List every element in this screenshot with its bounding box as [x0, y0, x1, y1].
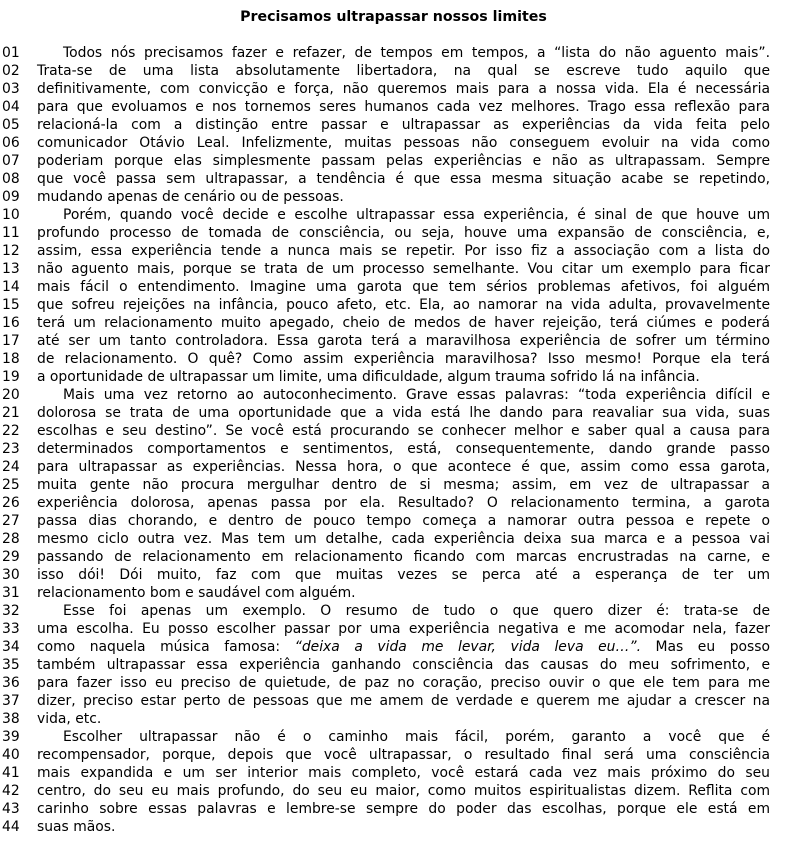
- line-number: 23: [2, 441, 20, 457]
- text-line: [0, 728, 787, 746]
- line-number: 32: [2, 603, 20, 619]
- line-text: que sofreu rejeições na infância, pouco afeto, etc. Ela, ao namorar na vida adulta, provavelmente: [37, 297, 770, 313]
- line-text: mesmo ciclo outra vez. Mas tem um detalhe, cada experiência deixa sua marca e a pessoa vai: [37, 531, 770, 547]
- line-number: 41: [2, 765, 20, 781]
- line-number: 24: [2, 459, 20, 475]
- line-text: assim, essa experiência tende a nunca mais se repetir. Por isso fiz a associação com a lista do: [37, 243, 770, 259]
- text-line: [0, 530, 787, 548]
- text-line: [0, 764, 787, 782]
- text-line: [0, 404, 787, 422]
- document-title: Precisamos ultrapassar nossos limites: [240, 9, 547, 25]
- line-text: comunicador Otávio Leal. Infelizmente, muitas pessoas não conseguem evoluir na vida como: [37, 135, 770, 151]
- line-number: 14: [2, 279, 20, 295]
- line-text: Mais uma vez retorno ao autoconhecimento. Grave essas palavras: “toda experiência difícil e: [63, 387, 770, 403]
- line-number: 35: [2, 657, 20, 673]
- line-number: 19: [2, 369, 20, 385]
- text-line: [0, 350, 787, 368]
- line-text: escolhas e seu destino”. Se você está procurando se conhecer melhor e saber qual a causa para: [37, 423, 770, 439]
- text-line: [0, 116, 787, 134]
- line-text: não aguento mais, porque se trata de um processo semelhante. Vou citar um exemplo para ficar: [37, 261, 770, 277]
- song-quote: “deixa a vida me levar, vida leva eu…”.: [294, 639, 641, 655]
- line-text: determinados comportamentos e sentimentos, está, consequentemente, dando grande passo: [37, 441, 770, 457]
- line-text: uma escolha. Eu posso escolher passar por uma experiência negativa e me acomodar nela, fazer: [37, 621, 770, 637]
- line-text: também ultrapassar essa experiência ganhando consciência das causas do meu sofrimento, e: [37, 657, 770, 673]
- text-line: [0, 566, 787, 584]
- text-line: [0, 512, 787, 530]
- line-number: 34: [2, 639, 20, 655]
- line-text: mais fácil o entendimento. Imagine uma garota que tem sérios problemas afetivos, foi alguém: [37, 279, 770, 295]
- line-text: carinho sobre essas palavras e lembre-se sempre do poder das escolhas, porque ele está em: [37, 801, 770, 817]
- text-line: [0, 440, 787, 458]
- line-text: relacioná-la com a distinção entre passar e ultrapassar as experiências da vida feita pelo: [37, 117, 770, 133]
- text-line: [0, 98, 787, 116]
- line-number: 26: [2, 495, 20, 511]
- text-line: [0, 278, 787, 296]
- line-number: 22: [2, 423, 20, 439]
- text-line: [0, 674, 787, 692]
- line-number: 31: [2, 585, 20, 601]
- line-text: relacionamento bom e saudável com alguém.: [37, 585, 356, 601]
- line-number: 40: [2, 747, 20, 763]
- text-line: [0, 260, 787, 278]
- line-text: para que evoluamos e nos tornemos seres humanos cada vez melhores. Trago essa reflexão para: [37, 99, 770, 115]
- line-text: vida, etc.: [37, 711, 102, 727]
- line-number: 33: [2, 621, 20, 637]
- text-line: [0, 476, 787, 494]
- text-line: [0, 332, 787, 350]
- line-number: 11: [2, 225, 20, 241]
- text-line: [0, 62, 787, 80]
- line-text: Todos nós precisamos fazer e refazer, de tempos em tempos, a “lista do não aguento mais”.: [63, 45, 770, 61]
- text-line: [0, 242, 787, 260]
- text-line: [0, 584, 787, 602]
- line-number: 15: [2, 297, 20, 313]
- line-text: terá um relacionamento muito apegado, cheio de medos de haver rejeição, terá ciúmes e poderá: [37, 315, 770, 331]
- line-text: Porém, quando você decide e escolhe ultrapassar essa experiência, é sinal de que houve um: [63, 207, 770, 223]
- line-number: 36: [2, 675, 20, 691]
- line-number: 01: [2, 45, 20, 61]
- line-number: 12: [2, 243, 20, 259]
- line-text: para ultrapassar as experiências. Nessa hora, o que acontece é que, assim como essa garota,: [37, 459, 770, 475]
- text-line: [0, 44, 787, 62]
- line-text: profundo processo de tomada de consciência, ou seja, houve uma expansão de consciência, e,: [37, 225, 770, 241]
- text-line: [0, 692, 787, 710]
- text-line: [0, 548, 787, 566]
- line-number: 37: [2, 693, 20, 709]
- line-text: passa dias chorando, e dentro de pouco tempo começa a namorar outra pessoa e repete o: [37, 513, 770, 529]
- line-text: a oportunidade de ultrapassar um limite, uma dificuldade, algum trauma sofrido lá na infância.: [37, 369, 700, 385]
- line-text: dizer, preciso estar perto de pessoas que me amem de verdade e querem me ajudar a crescer na: [37, 693, 770, 709]
- text-line: [0, 800, 787, 818]
- line-number: 17: [2, 333, 20, 349]
- line-text: centro, do seu eu mais profundo, do seu eu maior, como muitos espiritualistas dizem. Reflita com: [37, 783, 770, 799]
- text-line: [0, 368, 787, 386]
- line-number: 05: [2, 117, 20, 133]
- line-text: Esse foi apenas um exemplo. O resumo de tudo o que quero dizer é: trata-se de: [63, 603, 770, 619]
- line-text: mais expandida e um ser interior mais completo, você estará cada vez mais próximo do seu: [37, 765, 770, 781]
- text-line: [0, 80, 787, 98]
- line-number: 09: [2, 189, 20, 205]
- text-line: [0, 296, 787, 314]
- line-number: 10: [2, 207, 20, 223]
- text-line: [0, 314, 787, 332]
- line-text: passando de relacionamento em relacionamento ficando com marcas encrustradas na carne, e: [37, 549, 770, 565]
- line-text: experiência dolorosa, apenas passa por ela. Resultado? O relacionamento termina, a garota: [37, 495, 770, 511]
- line-number: 13: [2, 261, 20, 277]
- text-line: [0, 224, 787, 242]
- line-text: Trata-se de uma lista absolutamente libertadora, na qual se escreve tudo aquilo que: [37, 63, 770, 79]
- text-line: [0, 656, 787, 674]
- line-number: 03: [2, 81, 20, 97]
- line-number: 27: [2, 513, 20, 529]
- line-text: mudando apenas de cenário ou de pessoas.: [37, 189, 344, 205]
- line-number: 20: [2, 387, 20, 403]
- line-number: 43: [2, 801, 20, 817]
- line-text: de relacionamento. O quê? Como assim experiência maravilhosa? Isso mesmo! Porque ela terá: [37, 351, 770, 367]
- line-number: 30: [2, 567, 20, 583]
- line-text: recompensador, porque, depois que você ultrapassar, o resultado final será uma consciência: [37, 747, 770, 763]
- line-text: para fazer isso eu preciso de quietude, de paz no coração, preciso ouvir o que ele tem para me: [37, 675, 770, 691]
- line-number: 42: [2, 783, 20, 799]
- text-line: [0, 782, 787, 800]
- line-text: Escolher ultrapassar não é o caminho mais fácil, porém, garanto a você que é: [63, 729, 770, 745]
- line-text: muita gente não procura mergulhar dentro de si mesma; assim, em vez de ultrapassar a: [37, 477, 770, 493]
- line-number: 08: [2, 171, 20, 187]
- text-line: [0, 602, 787, 620]
- line-number: 07: [2, 153, 20, 169]
- text-line: [0, 458, 787, 476]
- text-line: [0, 152, 787, 170]
- text-line: [0, 386, 787, 404]
- line-text: definitivamente, com convicção e força, não queremos mais para a nossa vida. Ela é necessária: [37, 81, 770, 97]
- line-number: 44: [2, 819, 20, 835]
- line-text: isso dói! Dói muito, faz com que muitas vezes se perca até a esperança de ter um: [37, 567, 770, 583]
- line-number: 16: [2, 315, 20, 331]
- text-body: [0, 44, 787, 836]
- text-line: [0, 206, 787, 224]
- line-text: poderiam porque elas simplesmente passam pelas experiências e não as ultrapassam. Sempre: [37, 153, 770, 169]
- text-line: [0, 170, 787, 188]
- text-line: [0, 710, 787, 728]
- line-text: suas mãos.: [37, 819, 116, 835]
- line-number: 39: [2, 729, 20, 745]
- text-line: [0, 818, 787, 836]
- text-line: [0, 134, 787, 152]
- line-number: 02: [2, 63, 20, 79]
- line-number: 25: [2, 477, 20, 493]
- line-number: 29: [2, 549, 20, 565]
- text-line: [0, 188, 787, 206]
- line-text: dolorosa se trata de uma oportunidade que a vida está lhe dando para reavaliar sua vida, suas: [37, 405, 770, 421]
- line-text: como naquela música famosa: “deixa a vida me levar, vida leva eu…”. Mas eu posso: [37, 639, 770, 655]
- text-line: [0, 620, 787, 638]
- line-number: 06: [2, 135, 20, 151]
- line-text: até ser um tanto controladora. Essa garota terá a maravilhosa experiência de sofrer um término: [37, 333, 770, 349]
- text-line: [0, 494, 787, 512]
- text-line: [0, 746, 787, 764]
- line-number: 18: [2, 351, 20, 367]
- text-line: [0, 638, 787, 656]
- text-line: [0, 422, 787, 440]
- line-number: 28: [2, 531, 20, 547]
- line-number: 21: [2, 405, 20, 421]
- line-text: que você passa sem ultrapassar, a tendência é que essa mesma situação acabe se repetindo,: [37, 171, 770, 187]
- line-number: 38: [2, 711, 20, 727]
- line-number: 04: [2, 99, 20, 115]
